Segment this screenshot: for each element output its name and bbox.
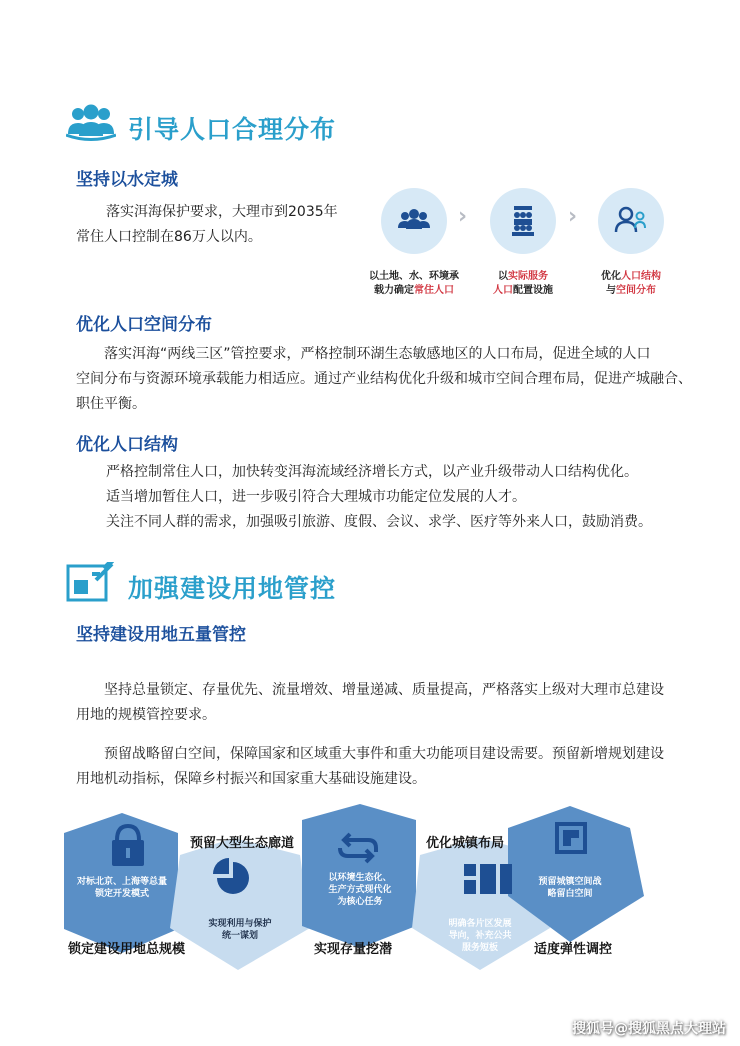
tile-line: 预留城镇空间战	[538, 877, 602, 887]
chevron-right-icon: ›	[568, 204, 578, 229]
diagram-tile	[170, 838, 310, 970]
caption-highlight: 实际服务	[508, 271, 548, 282]
tile-line: 为核心任务	[337, 897, 383, 907]
subsection-title: 优化人口结构	[76, 435, 178, 455]
tile-description	[430, 918, 530, 954]
tile-line: 实现利用与保护	[208, 919, 272, 929]
caption-text: 以	[498, 271, 508, 282]
tile-line: 生产方式现代化	[328, 885, 392, 895]
subsection-title: 坚持建设用地五量管控	[76, 625, 246, 645]
tile-label: 预留大型生态廊道	[190, 836, 295, 851]
text-line: 用地的规模管控要求。	[76, 707, 216, 723]
text-line: 适当增加暂住人口，进一步吸引符合大理城市功能定位发展的人才。	[106, 489, 526, 505]
tile-description	[62, 876, 182, 900]
tile-description	[190, 918, 290, 942]
flow-step-circle	[598, 188, 664, 254]
tile-label: 适度弹性调控	[534, 942, 613, 957]
tile-description	[520, 876, 620, 900]
caption-text: 优化	[601, 271, 621, 282]
text-line: 关注不同人群的需求，加强吸引旅游、度假、会议、求学、医疗等外来人口，鼓励消费。	[106, 514, 652, 530]
paragraph	[76, 225, 262, 250]
caption-text: 载力确定	[374, 285, 414, 296]
text-line: 职住平衡。	[76, 396, 146, 412]
tile-line: 对标北京、上海等总量	[76, 877, 167, 887]
tile-line: 锁定开发模式	[94, 889, 149, 899]
caption-highlight: 常住人口	[414, 285, 454, 296]
tile-line: 略留白空间	[547, 889, 593, 899]
flow-step-circle	[490, 188, 556, 254]
paragraph	[76, 742, 696, 792]
caption-highlight: 空间分布	[616, 285, 656, 296]
person-structure-icon	[598, 188, 664, 254]
subsection-title: 坚持以水定城	[76, 170, 178, 190]
text-line: 坚持总量锁定、存量优先、流量增效、增量递减、质量提高，严格落实上级对大理市总建设	[104, 682, 664, 698]
caption-highlight: 人口结构	[621, 271, 661, 282]
tile-description	[305, 872, 415, 908]
caption-line	[576, 270, 686, 284]
paragraph	[106, 200, 338, 225]
text-line: 落实洱海“两线三区”管控要求，严格控制环湖生态敏感地区的人口布局，促进全域的人口	[104, 346, 651, 362]
paragraph	[106, 460, 696, 535]
caption-line	[359, 284, 469, 298]
tile-line: 服务短板	[461, 943, 498, 953]
subsection-title: 优化人口空间分布	[76, 315, 212, 335]
caption-line: 以土地、水、环境承	[369, 271, 459, 282]
tile-label: 优化城镇布局	[426, 836, 505, 851]
chevron-right-icon: ›	[458, 204, 468, 229]
caption-line	[576, 284, 686, 298]
caption-text: 配置设施	[513, 285, 553, 296]
paragraph	[76, 678, 696, 728]
text-line: 常住人口控制在86万人以内。	[76, 229, 262, 245]
flow-caption	[468, 270, 578, 298]
tile-line: 以环境生态化、	[328, 873, 392, 883]
building-people-icon	[490, 188, 556, 254]
flow-caption	[359, 270, 469, 298]
tile-line: 明确各片区发展	[448, 919, 512, 929]
people-group-icon	[66, 104, 116, 142]
people-icon	[381, 188, 447, 254]
land-plan-icon	[66, 562, 114, 602]
paragraph	[76, 342, 696, 417]
text-line: 空间分布与资源环境承载能力相适应。通过产业结构优化升级和城市空间合理布局，促进产城融合、	[76, 371, 692, 387]
tile-label: 锁定建设用地总规模	[68, 942, 186, 957]
text-line: 用地机动指标，保障乡村振兴和国家重大基础设施建设。	[76, 771, 426, 787]
watermark: 搜狐号@搜狐黑点大理站	[572, 1021, 726, 1037]
section-title: 加强建设用地管控	[128, 574, 337, 603]
caption-text: 与	[606, 285, 616, 296]
section-title: 引导人口合理分布	[128, 115, 337, 144]
text-line: 预留战略留白空间，保障国家和区域重大事件和重大功能项目建设需要。预留新增规划建设	[104, 746, 664, 762]
flow-step-circle	[381, 188, 447, 254]
caption-highlight: 人口	[493, 285, 513, 296]
caption-line	[468, 284, 578, 298]
tile-label: 实现存量挖潜	[314, 942, 393, 957]
caption-line	[468, 270, 578, 284]
tile-line: 导向，补充公共	[448, 931, 512, 941]
text-line: 落实洱海保护要求，大理市到2035年	[106, 204, 338, 220]
flow-caption	[576, 270, 686, 298]
text-line: 严格控制常住人口，加快转变洱海流域经济增长方式，以产业升级带动人口结构优化。	[106, 464, 638, 480]
tile-line: 统一谋划	[221, 931, 258, 941]
